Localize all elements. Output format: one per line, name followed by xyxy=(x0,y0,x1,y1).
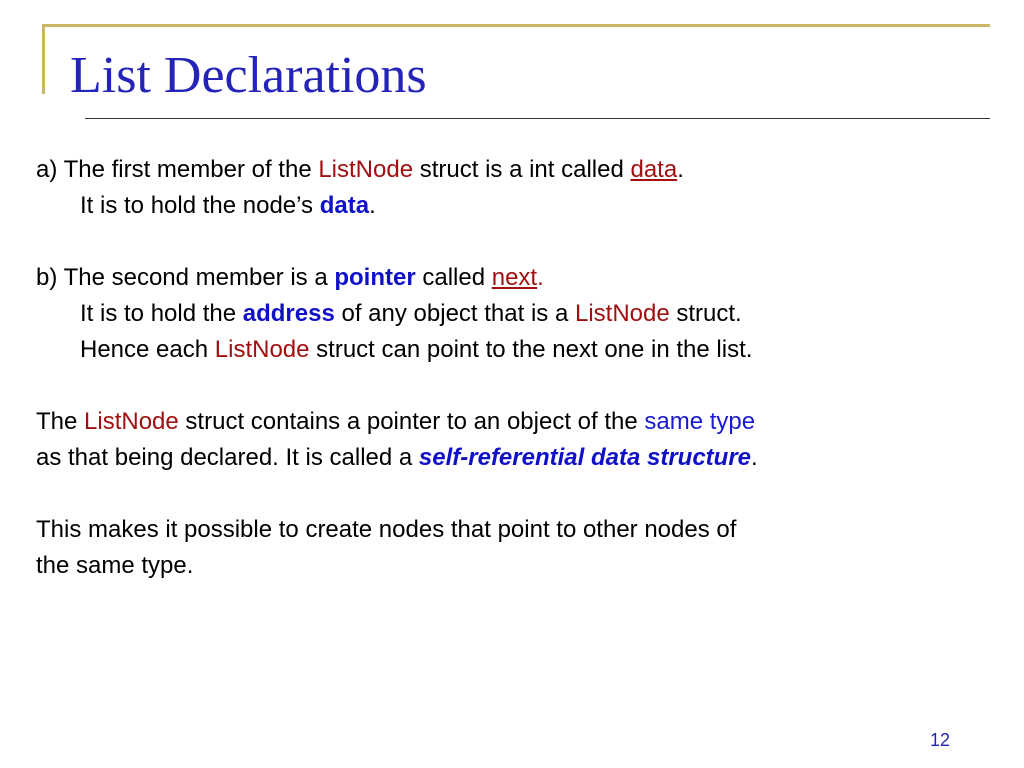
text: struct can point to the next one in the list. xyxy=(309,336,753,363)
text: struct contains a pointer to an object of the xyxy=(178,408,645,435)
slide-title: List Declarations xyxy=(70,47,427,104)
text: . xyxy=(751,444,758,471)
text: The xyxy=(36,408,85,435)
text: b) The second member is a xyxy=(36,264,335,291)
text: of any object that is a xyxy=(334,300,575,327)
frame-left-line xyxy=(42,24,45,94)
keyword-listnode: ListNode xyxy=(574,300,670,327)
text: It is to hold the xyxy=(80,300,243,327)
point-b-line-2 xyxy=(36,296,996,332)
text: struct. xyxy=(669,300,742,327)
point-c-line-2 xyxy=(36,440,996,476)
keyword-same-type: same type xyxy=(644,408,756,435)
point-a-line-1 xyxy=(36,152,996,188)
text: a) The first member of the xyxy=(36,156,319,183)
spacer xyxy=(36,224,996,260)
text: . xyxy=(677,156,684,183)
point-c-line-1 xyxy=(36,404,996,440)
point-b-line-3 xyxy=(36,332,996,368)
keyword-self-referential: self-referential data structure xyxy=(418,444,752,471)
spacer xyxy=(36,368,996,404)
keyword-next-link: next xyxy=(491,264,538,291)
point-d-line-2: the same type. xyxy=(36,552,194,579)
spacer xyxy=(36,476,996,512)
keyword-pointer: pointer xyxy=(334,264,416,291)
keyword-data-link: data xyxy=(630,156,678,183)
text: . xyxy=(537,264,544,291)
frame-top-line xyxy=(42,24,990,27)
keyword-data: data xyxy=(319,192,370,219)
slide-body xyxy=(36,152,996,584)
keyword-listnode: ListNode xyxy=(214,336,310,363)
text: It is to hold the node’s xyxy=(80,192,320,219)
text: struct is a int called xyxy=(413,156,631,183)
title-divider xyxy=(85,118,990,119)
point-d-line-1: This makes it possible to create nodes that point to other nodes of xyxy=(36,516,737,543)
text: . xyxy=(369,192,376,219)
text: called xyxy=(415,264,492,291)
point-a-line-2 xyxy=(36,188,996,224)
point-b-line-1 xyxy=(36,260,996,296)
keyword-address: address xyxy=(242,300,335,327)
text: Hence each xyxy=(80,336,215,363)
keyword-listnode: ListNode xyxy=(84,408,179,435)
page-number: 12 xyxy=(930,730,951,750)
keyword-listnode: ListNode xyxy=(318,156,414,183)
text: as that being declared. It is called a xyxy=(36,444,419,471)
